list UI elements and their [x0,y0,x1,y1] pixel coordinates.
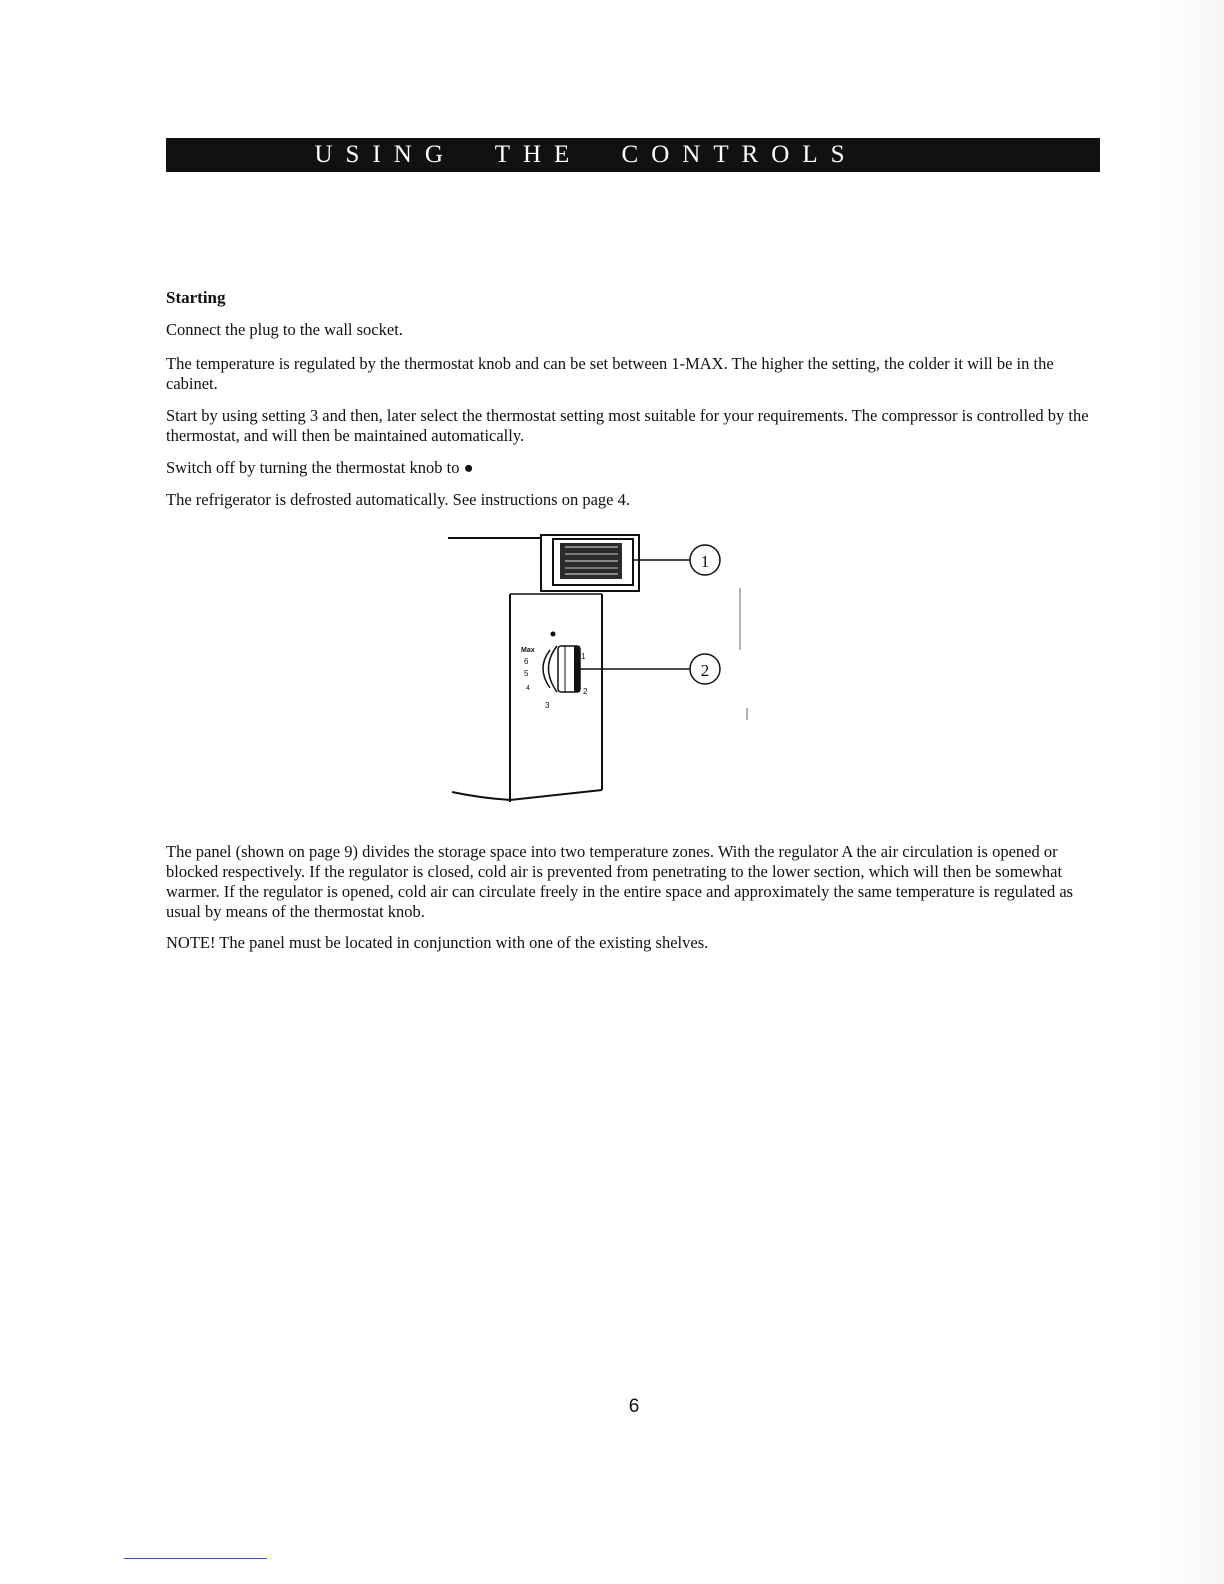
paragraph-connect: Connect the plug to the wall socket. [166,320,403,339]
section-heading: Starting [166,288,226,307]
dial-label-2: 2 [583,687,588,696]
callout-2-label: 2 [700,661,710,680]
paragraph-panel: The panel (shown on page 9) divides the storage space into two temperature zones. With the regulator A the air circulation is opened or blocked respectively. If the regulator is closed, cold air is prevented from penetrating to the lower section, which will then be somewhat warmer. If the regulator is opened, cold air can circulate freely in the entire space and approximately the same temperature is regulated as usual by means of the thermostat knob. [166,842,1074,921]
dial-label-max: Max [521,647,535,654]
thermostat-diagram [440,530,760,810]
control-box-bottom [452,790,602,800]
dial-label-1: 1 [581,652,586,661]
dial-label-3: 3 [545,701,550,710]
dial-label-6: 6 [524,657,529,666]
paragraph-start-setting: Start by using setting 3 and then, later select the thermostat setting most suitable for your requirements. The compressor is controlled by the thermostat, and will then be maintained automatically. [166,406,1089,445]
dial-label-5: 5 [524,669,529,678]
thermostat-knob [543,646,580,692]
footer-rule [124,1558,267,1559]
dial-label-4: 4 [526,685,530,692]
page-edge-shadow [1154,0,1224,1584]
paragraph-note: NOTE! The panel must be located in conjunction with one of the existing shelves. [166,933,709,952]
paragraph-defrost: The refrigerator is defrosted automatically. See instructions on page 4. [166,490,630,509]
callout-1-label: 1 [700,552,710,571]
off-indicator-dot [551,632,556,637]
page-number: 6 [628,1396,640,1417]
paragraph-temperature: The temperature is regulated by the thermostat knob and can be set between 1-MAX. The higher the setting, the colder it will be in the cabinet. [166,354,1054,393]
page-title: USING THE CONTROLS [314,141,858,168]
paragraph-switch-off: Switch off by turning the thermostat knob to ● [166,458,474,477]
section-header-bar [166,138,1100,172]
